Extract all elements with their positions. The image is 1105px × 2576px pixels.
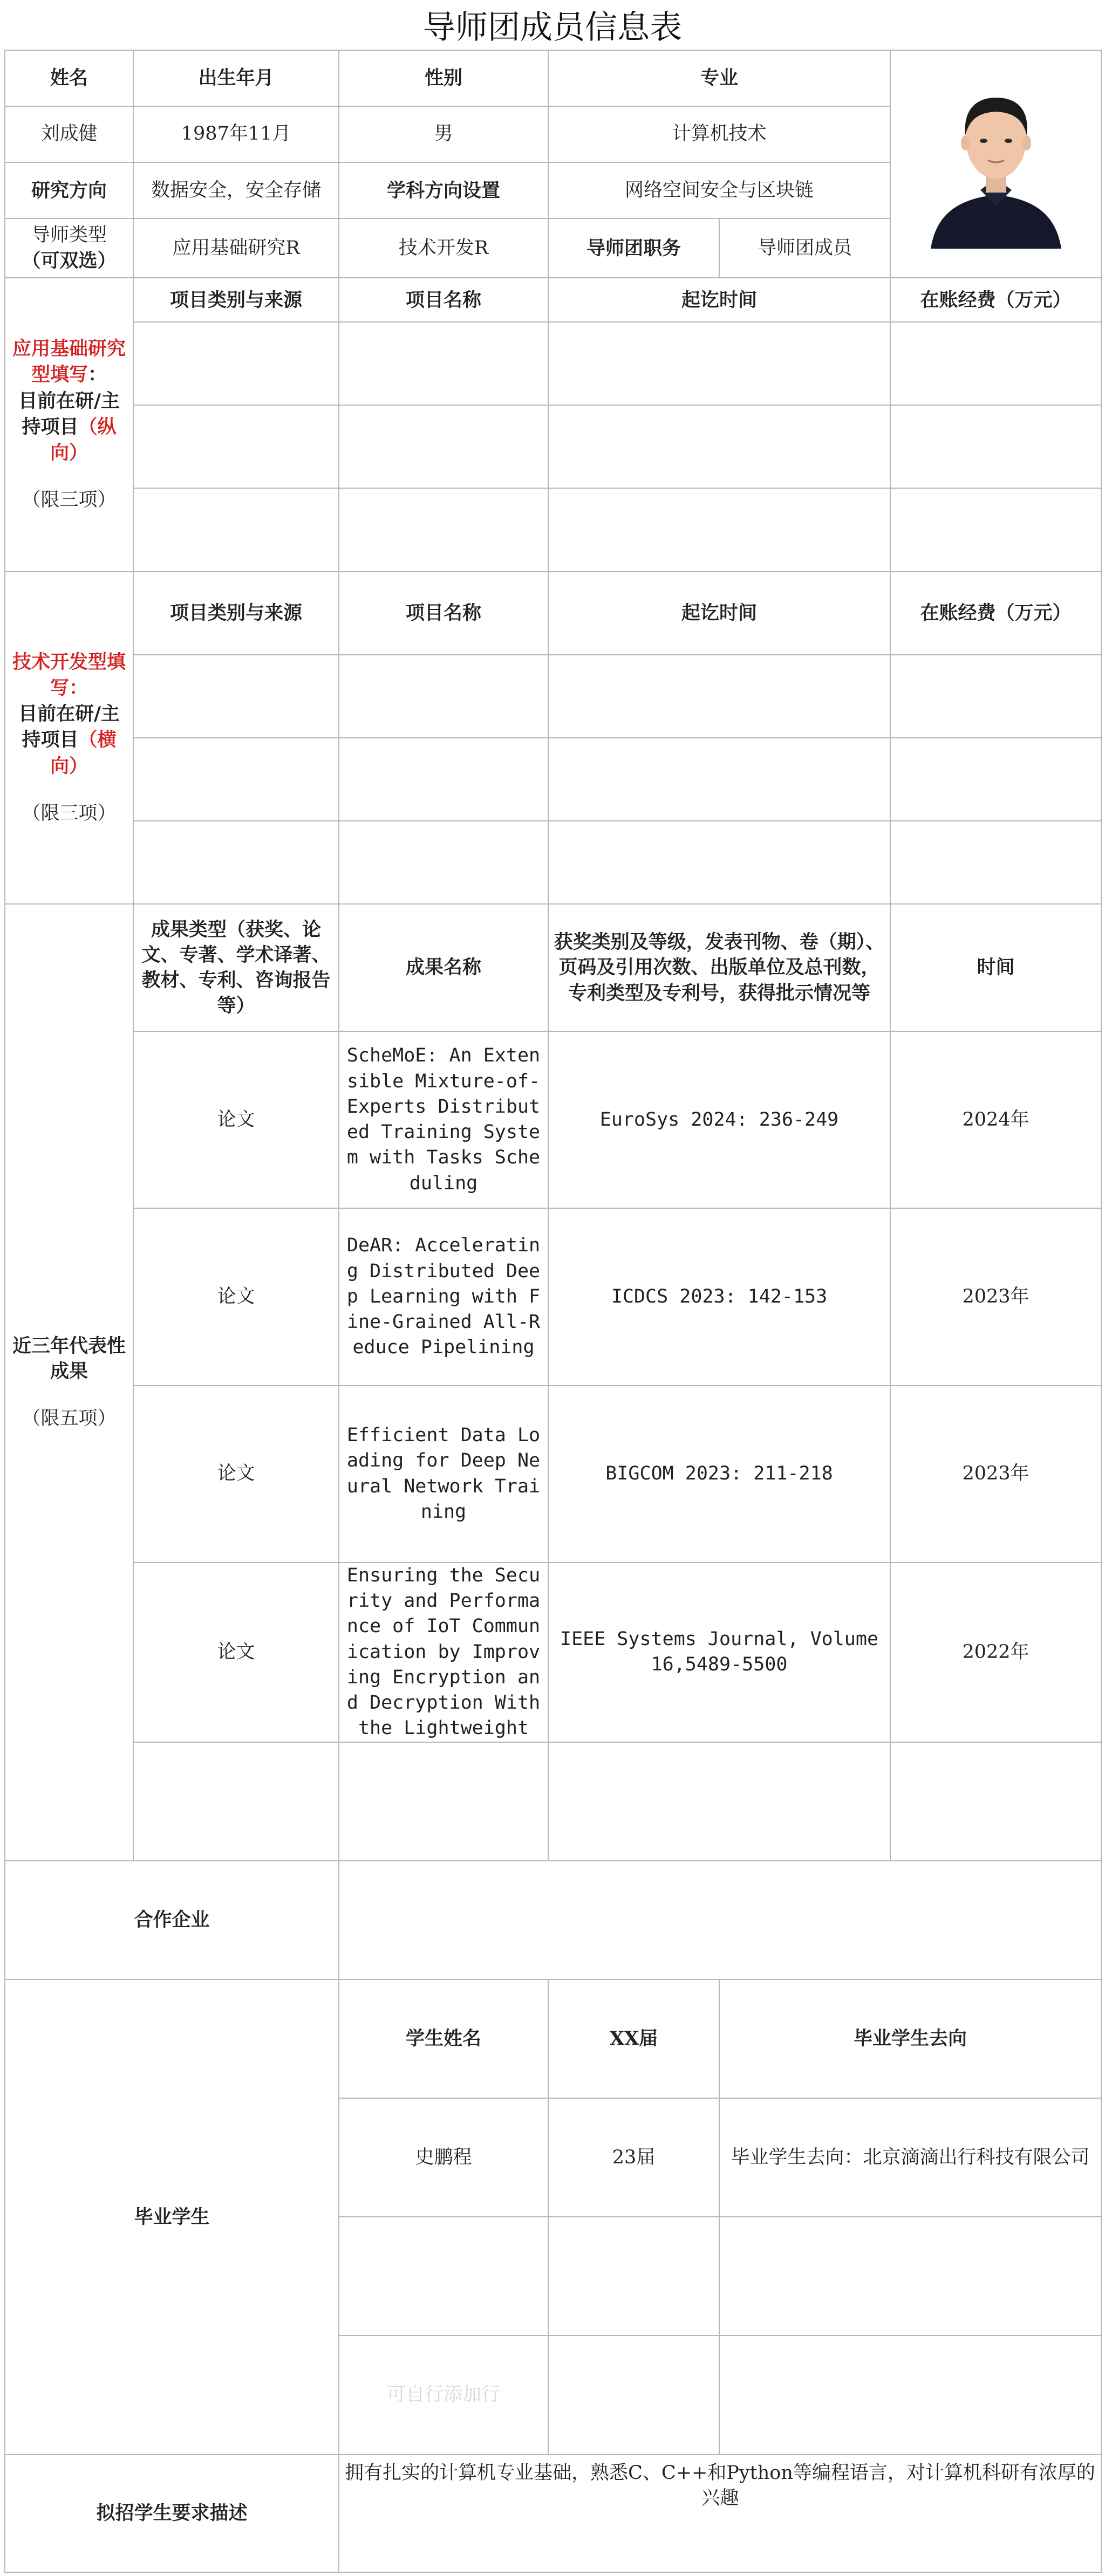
portrait-photo (920, 79, 1072, 249)
vertical-cell-period[interactable] (548, 322, 890, 405)
option-applied-research[interactable]: 应用基础研究R (133, 218, 339, 278)
achievement-time[interactable] (890, 1742, 1101, 1861)
graduate-year[interactable] (548, 2335, 719, 2454)
achievement-detail: EuroSys 2024: 236-249 (548, 1031, 890, 1208)
achievement-name: DeAR: Accelerating Distributed Deep Learning with Fine-Grained All-Reduce Pipelining (339, 1208, 548, 1385)
vertical-cell-name[interactable] (339, 488, 548, 571)
vertical-cell-name[interactable] (339, 322, 548, 405)
vertical-cell-category[interactable] (133, 405, 339, 488)
vertical-header-funding: 在账经费（万元） (890, 278, 1101, 322)
vertical-projects-limit: （限三项） (22, 489, 117, 511)
vertical-header-name: 项目名称 (339, 278, 548, 322)
achievement-name[interactable] (339, 1742, 548, 1861)
vertical-project-row (5, 488, 1101, 571)
header-birth: 出生年月 (133, 50, 339, 106)
achievement-header-name: 成果名称 (339, 904, 548, 1031)
horizontal-cell-funding[interactable] (890, 655, 1101, 738)
horizontal-projects-limit: （限三项） (22, 802, 117, 824)
header-discipline: 学科方向设置 (339, 162, 548, 218)
horizontal-header-period: 起讫时间 (548, 572, 890, 655)
achievement-row (5, 1031, 1101, 1208)
achievement-name: Efficient Data Loading for Deep Neural Network Training (339, 1386, 548, 1563)
horizontal-cell-funding[interactable] (890, 738, 1101, 821)
info-form-table (4, 50, 1102, 2573)
horizontal-cell-funding[interactable] (890, 821, 1101, 904)
value-birth: 1987年11月 (133, 106, 339, 162)
graduate-year[interactable] (548, 2217, 719, 2335)
vertical-header-category: 项目类别与来源 (133, 278, 339, 322)
horizontal-cell-category[interactable] (133, 738, 339, 821)
partner-label: 合作企业 (5, 1861, 339, 1979)
vertical-cell-funding[interactable] (890, 488, 1101, 571)
vertical-cell-category[interactable] (133, 488, 339, 571)
horizontal-header-funding: 在账经费（万元） (890, 572, 1101, 655)
photo-cell (890, 50, 1101, 278)
achievement-header-detail: 获奖类别及等级，发表刊物、卷（期）、页码及引用次数、出版单位及总刊数，专利类型及专利号，获得批示情况等 (548, 904, 890, 1031)
achievement-time: 2024年 (890, 1031, 1101, 1208)
achievement-header-type: 成果类型（获奖、论文、专著、学术译著、教材、专利、咨询报告等） (133, 904, 339, 1031)
graduate-name: 史鹏程 (339, 2098, 548, 2217)
vertical-cell-category[interactable] (133, 322, 339, 405)
horizontal-cell-period[interactable] (548, 821, 890, 904)
achievement-detail: ICDCS 2023: 142-153 (548, 1208, 890, 1385)
achievement-detail: IEEE Systems Journal, Volume 16,5489-5500 (548, 1563, 890, 1742)
achievement-type: 论文 (133, 1563, 339, 1742)
achievement-type[interactable] (133, 1742, 339, 1861)
achievement-detail[interactable] (548, 1742, 890, 1861)
header-mentor-type (5, 218, 133, 278)
vertical-cell-funding[interactable] (890, 405, 1101, 488)
horizontal-project-row (5, 655, 1101, 738)
add-row-hint[interactable]: 可自行添加行 (339, 2335, 548, 2454)
header-name: 姓名 (5, 50, 133, 106)
achievement-type: 论文 (133, 1031, 339, 1208)
value-research: 数据安全，安全存储 (133, 162, 339, 218)
requirements-label: 拟招学生要求描述 (5, 2455, 339, 2572)
horizontal-header-category: 项目类别与来源 (133, 572, 339, 655)
vertical-cell-period[interactable] (548, 405, 890, 488)
graduate-name[interactable] (339, 2217, 548, 2335)
header-major: 专业 (548, 50, 890, 106)
vertical-project-row (5, 405, 1101, 488)
horizontal-cell-name[interactable] (339, 821, 548, 904)
vertical-cell-funding[interactable] (890, 322, 1101, 405)
horizontal-project-row (5, 738, 1101, 821)
value-discipline: 网络空间安全与区块链 (548, 162, 890, 218)
graduate-header-destination: 毕业学生去向 (719, 1979, 1101, 2098)
vertical-projects-label: 应用基础研究型填写： 目前在研/主持项目（纵向） （限三项） (5, 278, 133, 571)
horizontal-cell-category[interactable] (133, 821, 339, 904)
graduate-year: 23届 (548, 2098, 719, 2217)
mentor-type-note: （可双选） (22, 250, 117, 272)
header-mentor-duty: 导师团职务 (548, 218, 719, 278)
mentor-type-label: 导师类型 (31, 224, 107, 246)
achievement-row (5, 1386, 1101, 1563)
horizontal-cell-category[interactable] (133, 655, 339, 738)
horizontal-cell-period[interactable] (548, 655, 890, 738)
graduate-destination: 毕业学生去向：北京滴滴出行科技有限公司 (719, 2098, 1101, 2217)
vertical-header-period: 起讫时间 (548, 278, 890, 322)
achievement-detail: BIGCOM 2023: 211-218 (548, 1386, 890, 1563)
horizontal-cell-period[interactable] (548, 738, 890, 821)
value-gender: 男 (339, 106, 548, 162)
horizontal-project-row (5, 821, 1101, 904)
vertical-project-row (5, 322, 1101, 405)
achievement-row-empty (5, 1742, 1101, 1861)
partner-value[interactable] (339, 1861, 1101, 1979)
header-gender: 性别 (339, 50, 548, 106)
value-major: 计算机技术 (548, 106, 890, 162)
horizontal-projects-label: 技术开发型填写： 目前在研/主持项目（横向） （限三项） (5, 572, 133, 904)
graduate-destination[interactable] (719, 2217, 1101, 2335)
graduates-label: 毕业学生 (5, 1979, 339, 2455)
achievements-label: 近三年代表性成果 （限五项） (5, 904, 133, 1861)
page-title: 导师团成员信息表 (423, 9, 682, 46)
header-research: 研究方向 (5, 162, 133, 218)
achievement-time: 2023年 (890, 1386, 1101, 1563)
achievement-name: Ensuring the Security and Performance of IoT Communication by Improving Encryption and Decryption With the Lightweight (339, 1563, 548, 1742)
achievement-header-time: 时间 (890, 904, 1101, 1031)
achievement-type: 论文 (133, 1208, 339, 1385)
graduate-destination[interactable] (719, 2335, 1101, 2454)
achievement-row (5, 1563, 1101, 1742)
achievement-name: ScheMoE: An Extensible Mixture-of-Experts Distributed Training System with Tasks Scheduling (339, 1031, 548, 1208)
graduate-header-year: XX届 (548, 1979, 719, 2098)
requirements-text[interactable]: 拥有扎实的计算机专业基础，熟悉C、C++和Python等编程语言，对计算机科研有浓厚的兴趣 (339, 2455, 1101, 2572)
value-mentor-duty: 导师团成员 (719, 218, 890, 278)
option-tech-development[interactable]: 技术开发R (339, 218, 548, 278)
achievements-limit: （限五项） (22, 1407, 117, 1429)
graduate-header-name: 学生姓名 (339, 1979, 548, 2098)
achievement-time: 2022年 (890, 1563, 1101, 1742)
achievement-type: 论文 (133, 1386, 339, 1563)
achievement-row (5, 1208, 1101, 1385)
horizontal-header-name: 项目名称 (339, 572, 548, 655)
achievement-time: 2023年 (890, 1208, 1101, 1385)
value-name: 刘成健 (5, 106, 133, 162)
horizontal-cell-name[interactable] (339, 738, 548, 821)
vertical-cell-name[interactable] (339, 405, 548, 488)
horizontal-cell-name[interactable] (339, 655, 548, 738)
vertical-cell-period[interactable] (548, 488, 890, 571)
